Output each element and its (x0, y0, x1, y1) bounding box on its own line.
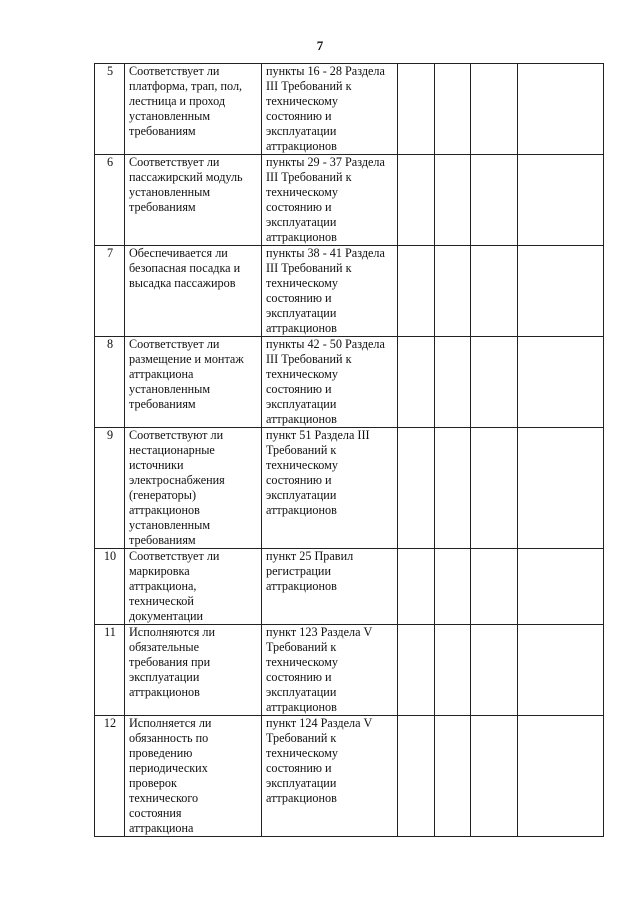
answer-cell-yes (398, 428, 435, 549)
page-number: 7 (316, 38, 324, 53)
table-row (95, 549, 604, 625)
row-number: 7 (95, 246, 125, 337)
notes-cell (518, 337, 604, 428)
answer-cell-na (471, 155, 518, 246)
question-text: Соответствуют ли нестационарные источники электроснабжения (генераторы) аттракционов установленным требованиям (129, 428, 225, 547)
answer-cell-na (471, 64, 518, 155)
row-number: 12 (95, 716, 125, 837)
notes-cell (518, 428, 604, 549)
notes-cell (518, 625, 604, 716)
reference-text: пункт 123 Раздела V Требований к техническому состоянию и эксплуатации аттракционов (266, 625, 373, 714)
notes-cell (518, 64, 604, 155)
table-row (95, 246, 604, 337)
answer-cell-na (471, 337, 518, 428)
notes-cell (518, 155, 604, 246)
answer-cell-yes (398, 246, 435, 337)
row-number: 10 (95, 549, 125, 625)
notes-cell (518, 716, 604, 837)
reference-text: пункты 42 - 50 Раздела III Требований к техническому состоянию и эксплуатации аттракционов (266, 337, 385, 426)
answer-cell-na (471, 625, 518, 716)
answer-cell-no (435, 428, 471, 549)
answer-cell-no (435, 246, 471, 337)
reference-text: пункт 25 Правил регистрации аттракционов (266, 549, 354, 593)
answer-cell-na (471, 549, 518, 625)
answer-cell-na (471, 716, 518, 837)
question-text: Соответствует ли платформа, трап, пол, лестница и проход установленным требованиям (129, 64, 243, 138)
question-text: Исполняется ли обязанность по проведению периодических проверок технического состояния аттракциона (129, 716, 212, 835)
table-row (95, 428, 604, 549)
row-number: 11 (95, 625, 125, 716)
row-number: 5 (95, 64, 125, 155)
answer-cell-yes (398, 549, 435, 625)
answer-cell-no (435, 337, 471, 428)
reference-text: пункт 124 Раздела V Требований к техническому состоянию и эксплуатации аттракционов (266, 716, 373, 805)
notes-cell (518, 246, 604, 337)
answer-cell-yes (398, 64, 435, 155)
reference-text: пункты 29 - 37 Раздела III Требований к техническому состоянию и эксплуатации аттракционов (266, 155, 385, 244)
table-row (95, 716, 604, 837)
question-text: Соответствует ли размещение и монтаж аттракциона установленным требованиям (129, 337, 244, 411)
question-text: Исполняются ли обязательные требования при эксплуатации аттракционов (129, 625, 215, 699)
reference-text: пункты 16 - 28 Раздела III Требований к техническому состоянию и эксплуатации аттракционов (266, 64, 385, 153)
answer-cell-yes (398, 337, 435, 428)
question-text: Соответствует ли маркировка аттракциона, технической документации (129, 549, 220, 623)
row-number: 6 (95, 155, 125, 246)
table-row (95, 625, 604, 716)
answer-cell-no (435, 549, 471, 625)
notes-cell (518, 549, 604, 625)
table-row (95, 337, 604, 428)
answer-cell-yes (398, 155, 435, 246)
answer-cell-yes (398, 625, 435, 716)
checklist-table (94, 63, 604, 837)
reference-text: пункт 51 Раздела III Требований к техническому состоянию и эксплуатации аттракционов (266, 428, 370, 517)
answer-cell-no (435, 64, 471, 155)
table-row (95, 64, 604, 155)
answer-cell-na (471, 428, 518, 549)
answer-cell-no (435, 155, 471, 246)
answer-cell-no (435, 716, 471, 837)
reference-text: пункты 38 - 41 Раздела III Требований к техническому состоянию и эксплуатации аттракционов (266, 246, 385, 335)
question-text: Соответствует ли пассажирский модуль установленным требованиям (129, 155, 243, 214)
answer-cell-yes (398, 716, 435, 837)
row-number: 8 (95, 337, 125, 428)
row-number: 9 (95, 428, 125, 549)
table-row (95, 155, 604, 246)
question-text: Обеспечивается ли безопасная посадка и высадка пассажиров (129, 246, 241, 290)
answer-cell-no (435, 625, 471, 716)
answer-cell-na (471, 246, 518, 337)
